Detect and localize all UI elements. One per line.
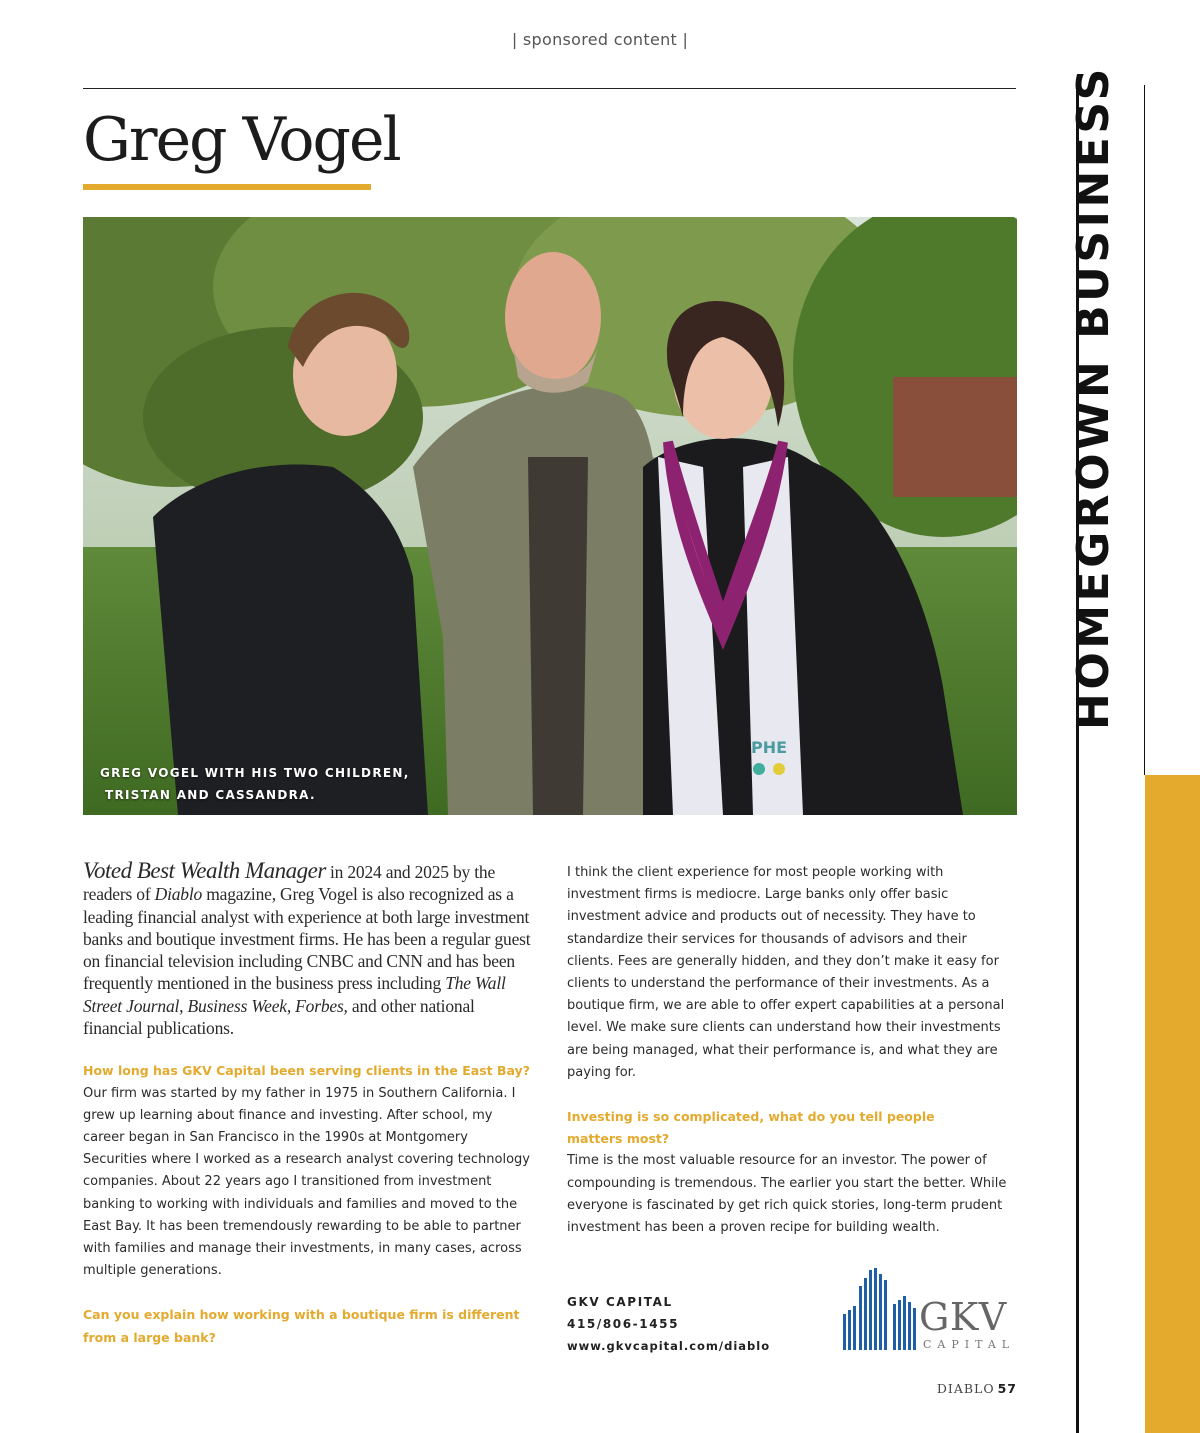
section-label-vertical: HOMEGROWN BUSINESS [1068,65,1119,730]
sidebar-rule-thin [1144,85,1145,775]
top-rule [83,88,1016,89]
right-column [567,862,1017,1239]
contact-phone[interactable]: 415/806-1455 [567,1317,680,1331]
intro-lead: Voted Best Wealth Manager [83,858,326,883]
question-1: How long has GKV Capital been serving clients in the East Bay? [83,1063,530,1079]
sponsored-label: | sponsored content | [511,30,689,49]
photo-caption [100,762,410,806]
sidebar-accent-bar [1145,775,1200,1433]
logo-subtext: CAPITAL [923,1338,1016,1351]
answer-1: Our firm was started by my father in 1975 in Southern California. I grew up learning about finance and investing. After school, my career began in San Francisco in the 1990s at Montgomery Securities where I worked as a research analyst covering technology companies. About 22 years ago I transitioned from investment banking to working with individuals and families and moved to the East Bay. It has been tremendously rewarding to be able to partner with families and manage their investments, in many cases, across multiple generations. [83,1085,530,1279]
question-3: Investing is so complicated, what do you tell people matters most? [567,1109,935,1147]
intro-text-3: and other national financial publications. [83,995,475,1039]
page-title: Greg Vogel [83,105,400,175]
contact-block [567,1291,770,1357]
left-column [83,860,535,1349]
intro-publications: The Wall Street Journal, Business Week, Forbes, [83,973,506,1016]
intro-magazine: Diablo [154,884,203,905]
intro-text-1: in 2024 and 2025 by the readers of [83,862,496,905]
caption-line-1: GREG VOGEL WITH HIS TWO CHILDREN, [100,766,410,780]
footer-magazine: DIABLO [936,1381,995,1396]
intro-paragraph [83,860,535,1039]
question-2: Can you explain how working with a boutique firm is different from a large bank? [83,1307,520,1345]
gkv-logo [843,1266,1019,1352]
page-footer [900,1381,1017,1396]
caption-line-2: TRISTAN AND CASSANDRA. [105,788,316,802]
footer-page-number: 57 [997,1381,1017,1396]
svg-text:PHE: PHE [751,738,788,757]
family-photo [83,217,1017,815]
contact-url[interactable]: www.gkvcapital.com/diablo [567,1339,771,1353]
logo-wordmark: GKV [919,1295,1007,1339]
answer-3: Time is the most valuable resource for an investor. The power of compounding is tremendous. The earlier you start the better. While everyone is fascinated by get rich quick stories, long-term prudent investment has been a proven recipe for building wealth. [567,1153,1007,1236]
answer-2: I think the client experience for most people working with investment firms is mediocre. Large banks only offer basic investment advice and products out of necessity. They have to standardize their services for thousands of advisors and their clients. Fees are generally hidden, and they don’t make it easy for clients to understand the performance of their investments. As a boutique firm, we are able to offer expert capabilities at a personal level. We make sure clients can understand how their investments are being managed, what their performance is, and what they are paying for. [567,865,1005,1080]
intro-text-2: magazine, Greg Vogel is also recognized as a leading financial analyst with experience at both large investment banks and boutique investment firms. He has been a regular guest on financial television including CNBC and CNN and has been frequently mentioned in the business press including [83,884,531,994]
contact-company: GKV CAPITAL [567,1295,673,1309]
gkv-building-logo-icon [843,1266,919,1352]
title-underline [83,184,371,190]
family-photo-icon [83,217,1017,815]
